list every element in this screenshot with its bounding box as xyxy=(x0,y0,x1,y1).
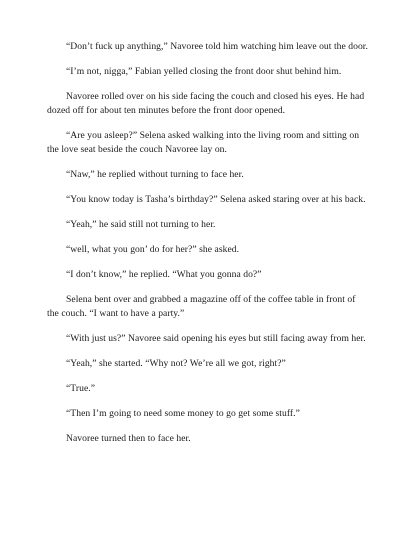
paragraph: “Naw,” he replied without turning to face her. xyxy=(66,169,244,180)
paragraph: Navoree rolled over on his side facing the couch and closed his eyes. He had dozed off for about ten minutes before the front door opened. xyxy=(47,91,365,116)
paragraph: “I don’t know,” he replied. “What you gonna do?” xyxy=(66,269,262,280)
paragraph: “Don’t fuck up anything,” Navoree told him watching him leave out the door. xyxy=(66,41,368,52)
paragraph: Navoree turned then to face her. xyxy=(66,433,191,444)
paragraph: “Yeah,” he said still not turning to her. xyxy=(66,219,216,230)
paragraph: “well, what you gon’ do for her?” she asked. xyxy=(66,244,240,255)
paragraph: “Yeah,” she started. “Why not? We’re all we got, right?” xyxy=(66,358,286,369)
paragraph: “Then I’m going to need some money to go get some stuff.” xyxy=(66,408,300,419)
paragraph: “I’m not, nigga,” Fabian yelled closing the front door shut behind him. xyxy=(66,66,342,77)
paragraph: Selena bent over and grabbed a magazine off of the coffee table in front of the couch. “I want to have a party.” xyxy=(47,294,356,319)
paragraph: “With just us?” Navoree said opening his eyes but still facing away from her. xyxy=(66,333,366,344)
document-body xyxy=(47,40,369,457)
paragraph: “Are you asleep?” Selena asked walking into the living room and sitting on the love seat beside the couch Navoree lay on. xyxy=(47,130,360,155)
paragraph: “True.” xyxy=(66,383,96,394)
paragraph: “You know today is Tasha’s birthday?” Selena asked staring over at his back. xyxy=(66,194,366,205)
